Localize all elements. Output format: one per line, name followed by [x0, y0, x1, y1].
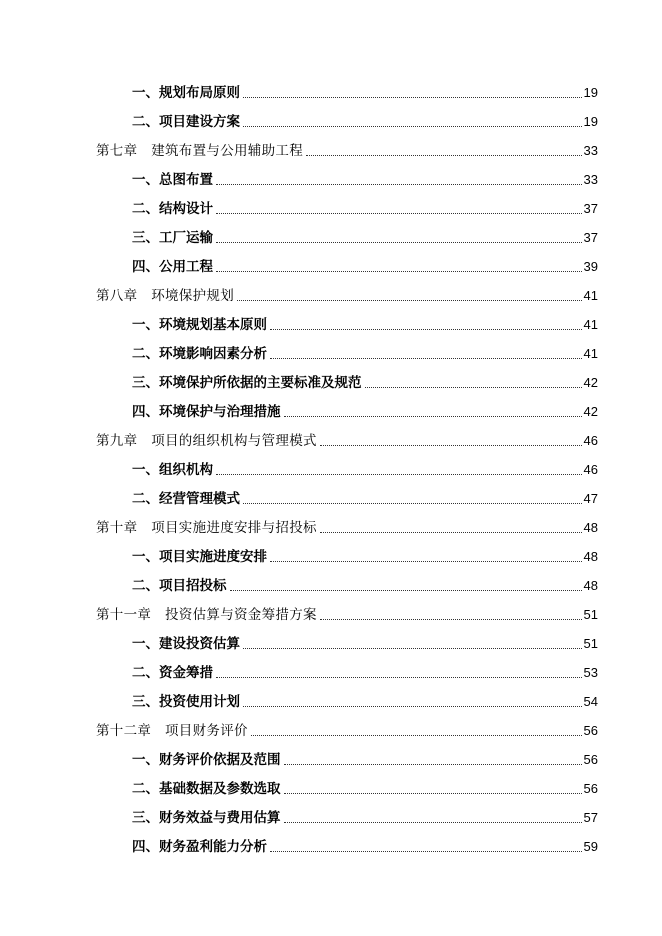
toc-page-number: 51	[583, 607, 598, 622]
toc-entry-title: 第十章 项目实施进度安排与招投标	[96, 520, 317, 536]
toc-entry-title: 二、项目招投标	[132, 578, 227, 594]
toc-dot-leader	[216, 183, 582, 185]
toc-section-entry[interactable]	[96, 769, 598, 798]
toc-dot-leader	[243, 705, 582, 707]
toc-entry-title: 二、环境影响因素分析	[132, 346, 267, 362]
toc-page-number: 48	[583, 520, 598, 535]
toc-section-entry[interactable]	[96, 682, 598, 711]
toc-section-entry[interactable]	[96, 305, 598, 334]
toc-dot-leader	[365, 386, 582, 388]
toc-page-number: 37	[583, 201, 598, 216]
toc-entry-title: 第八章 环境保护规划	[96, 288, 234, 304]
toc-page-number: 59	[583, 839, 598, 854]
toc-dot-leader	[270, 328, 582, 330]
toc-page-number: 48	[583, 549, 598, 564]
toc-page-number: 37	[583, 230, 598, 245]
toc-section-entry[interactable]	[96, 247, 598, 276]
toc-page-number: 39	[583, 259, 598, 274]
toc-entry-title: 一、规划布局原则	[132, 85, 240, 101]
toc-dot-leader	[243, 125, 582, 127]
toc-dot-leader	[243, 502, 582, 504]
toc-page-number: 53	[583, 665, 598, 680]
table-of-contents	[96, 73, 598, 856]
toc-chapter-entry[interactable]	[96, 711, 598, 740]
toc-page-number: 46	[583, 462, 598, 477]
toc-page-number: 19	[583, 114, 598, 129]
toc-entry-title: 三、环境保护所依据的主要标准及规范	[132, 375, 362, 391]
toc-entry-title: 三、财务效益与费用估算	[132, 810, 281, 826]
toc-entry-title: 二、资金筹措	[132, 665, 213, 681]
toc-entry-title: 一、建设投资估算	[132, 636, 240, 652]
toc-dot-leader	[320, 618, 582, 620]
toc-section-entry[interactable]	[96, 450, 598, 479]
toc-dot-leader	[243, 96, 582, 98]
toc-dot-leader	[270, 560, 582, 562]
toc-dot-leader	[216, 241, 582, 243]
toc-dot-leader	[284, 792, 582, 794]
toc-page-number: 56	[583, 781, 598, 796]
toc-section-entry[interactable]	[96, 160, 598, 189]
toc-section-entry[interactable]	[96, 334, 598, 363]
toc-dot-leader	[230, 589, 582, 591]
toc-dot-leader	[237, 299, 582, 301]
toc-page-number: 48	[583, 578, 598, 593]
toc-entry-title: 二、经营管理模式	[132, 491, 240, 507]
toc-entry-title: 三、工厂运输	[132, 230, 213, 246]
toc-entry-title: 四、环境保护与治理措施	[132, 404, 281, 420]
toc-entry-title: 一、环境规划基本原则	[132, 317, 267, 333]
toc-entry-title: 四、财务盈利能力分析	[132, 839, 267, 855]
toc-chapter-entry[interactable]	[96, 595, 598, 624]
toc-page-number: 54	[583, 694, 598, 709]
toc-dot-leader	[284, 763, 582, 765]
toc-page-number: 46	[583, 433, 598, 448]
toc-section-entry[interactable]	[96, 363, 598, 392]
toc-page-number: 33	[583, 172, 598, 187]
toc-section-entry[interactable]	[96, 479, 598, 508]
toc-entry-title: 第十二章 项目财务评价	[96, 723, 248, 739]
toc-page-number: 57	[583, 810, 598, 825]
toc-dot-leader	[284, 821, 582, 823]
toc-entry-title: 第十一章 投资估算与资金筹措方案	[96, 607, 317, 623]
toc-dot-leader	[216, 473, 582, 475]
toc-chapter-entry[interactable]	[96, 508, 598, 537]
toc-section-entry[interactable]	[96, 537, 598, 566]
toc-section-entry[interactable]	[96, 189, 598, 218]
toc-section-entry[interactable]	[96, 653, 598, 682]
toc-section-entry[interactable]	[96, 624, 598, 653]
toc-page-number: 41	[583, 346, 598, 361]
toc-entry-title: 二、项目建设方案	[132, 114, 240, 130]
toc-entry-title: 第九章 项目的组织机构与管理模式	[96, 433, 317, 449]
toc-entry-title: 四、公用工程	[132, 259, 213, 275]
toc-dot-leader	[216, 270, 582, 272]
toc-page-number: 42	[583, 404, 598, 419]
toc-entry-title: 二、基础数据及参数选取	[132, 781, 281, 797]
toc-entry-title: 一、总图布置	[132, 172, 213, 188]
toc-section-entry[interactable]	[96, 73, 598, 102]
toc-dot-leader	[251, 734, 582, 736]
toc-dot-leader	[320, 444, 582, 446]
toc-dot-leader	[306, 154, 582, 156]
toc-section-entry[interactable]	[96, 102, 598, 131]
toc-entry-title: 一、项目实施进度安排	[132, 549, 267, 565]
toc-entry-title: 一、财务评价依据及范围	[132, 752, 281, 768]
toc-page-number: 41	[583, 288, 598, 303]
toc-dot-leader	[216, 212, 582, 214]
toc-dot-leader	[270, 850, 582, 852]
toc-page-number: 19	[583, 85, 598, 100]
toc-dot-leader	[243, 647, 582, 649]
toc-section-entry[interactable]	[96, 740, 598, 769]
toc-page-number: 41	[583, 317, 598, 332]
toc-dot-leader	[270, 357, 582, 359]
toc-dot-leader	[216, 676, 582, 678]
toc-chapter-entry[interactable]	[96, 421, 598, 450]
toc-dot-leader	[284, 415, 582, 417]
toc-chapter-entry[interactable]	[96, 131, 598, 160]
toc-page-number: 56	[583, 752, 598, 767]
toc-page-number: 51	[583, 636, 598, 651]
toc-entry-title: 一、组织机构	[132, 462, 213, 478]
toc-page-number: 56	[583, 723, 598, 738]
toc-entry-title: 三、投资使用计划	[132, 694, 240, 710]
toc-section-entry[interactable]	[96, 798, 598, 827]
toc-page-number: 47	[583, 491, 598, 506]
toc-section-entry[interactable]	[96, 392, 598, 421]
toc-page-number: 42	[583, 375, 598, 390]
toc-section-entry[interactable]	[96, 566, 598, 595]
toc-entry-title: 第七章 建筑布置与公用辅助工程	[96, 143, 303, 159]
toc-entry-title: 二、结构设计	[132, 201, 213, 217]
toc-chapter-entry[interactable]	[96, 276, 598, 305]
toc-section-entry[interactable]	[96, 218, 598, 247]
toc-dot-leader	[320, 531, 582, 533]
toc-page-number: 33	[583, 143, 598, 158]
toc-section-entry[interactable]	[96, 827, 598, 856]
